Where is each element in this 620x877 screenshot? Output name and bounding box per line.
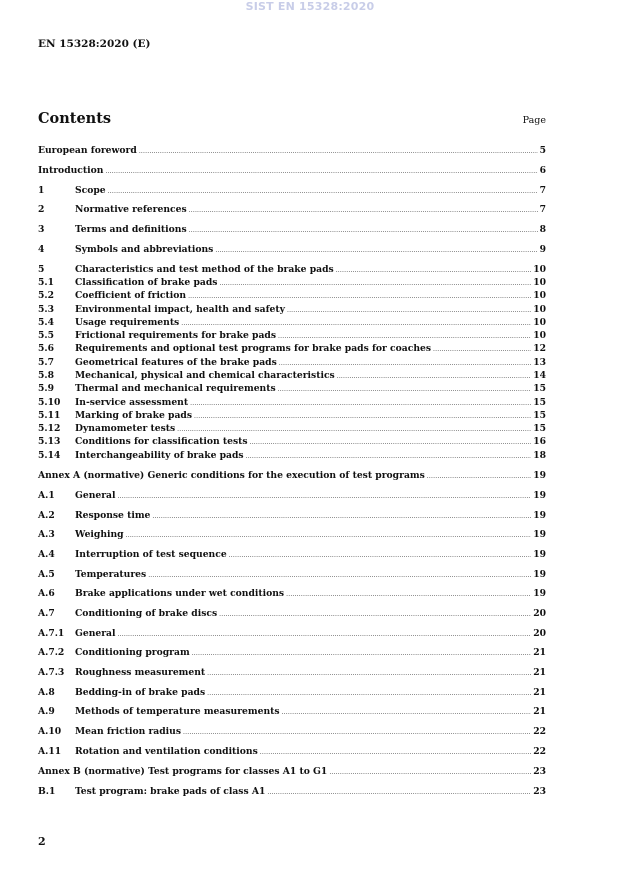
toc-entry-title: Terms and definitions <box>75 224 187 235</box>
leader-dots <box>192 648 532 660</box>
toc-entry-number: A.8 <box>38 687 55 698</box>
toc-entry-page: 13 <box>533 357 546 368</box>
toc-entry-number: A.5 <box>38 569 55 580</box>
leader-dots <box>286 589 531 601</box>
leader-dots <box>278 331 531 343</box>
toc-entry[interactable] <box>38 667 546 679</box>
toc-entry-title: Conditioning program <box>75 647 190 658</box>
toc-entry-number: 5.11 <box>38 410 61 421</box>
toc-entry[interactable] <box>38 410 546 422</box>
toc-entry-title: Mean friction radius <box>75 726 182 737</box>
toc-entry-title: Bedding-in of brake pads <box>75 687 206 698</box>
leader-dots <box>183 727 531 739</box>
leader-dots <box>118 629 532 641</box>
page-column-label: Page <box>522 115 546 126</box>
leader-dots <box>287 305 531 317</box>
toc-entry[interactable] <box>38 746 546 758</box>
leader-dots <box>219 278 531 290</box>
toc-entry-title: Interchangeability of brake pads <box>75 450 244 461</box>
leader-dots <box>148 570 531 582</box>
toc-entry[interactable] <box>38 608 546 620</box>
toc-entry-number: B.1 <box>38 786 56 797</box>
leader-dots <box>118 491 532 503</box>
leader-dots <box>194 411 531 423</box>
toc-entry[interactable] <box>38 264 546 276</box>
toc-entry-title: Frictional requirements for brake pads <box>75 330 277 341</box>
toc-entry-title: Temperatures <box>75 569 147 580</box>
toc-entry-number: 5.10 <box>38 397 61 408</box>
leader-dots <box>260 747 531 759</box>
contents-title: Contents <box>38 110 112 127</box>
toc-entry[interactable] <box>38 304 546 316</box>
toc-entry[interactable] <box>38 277 546 289</box>
toc-entry-number: A.10 <box>38 726 62 737</box>
toc-entry-number: 3 <box>38 224 45 235</box>
toc-entry-title: Marking of brake pads <box>75 410 193 421</box>
leader-dots <box>337 371 531 383</box>
toc-entry[interactable] <box>38 423 546 435</box>
toc-entry[interactable] <box>38 628 546 640</box>
toc-entry[interactable] <box>38 204 546 216</box>
toc-entry[interactable] <box>38 165 546 177</box>
toc-entry-page: 5 <box>539 145 546 156</box>
toc-entry-title: Rotation and ventilation conditions <box>75 746 258 757</box>
toc-entry[interactable] <box>38 687 546 699</box>
toc-entry-number: 5.7 <box>38 357 54 368</box>
toc-entry-title: General <box>75 628 116 639</box>
toc-entry-number: A.7 <box>38 608 55 619</box>
toc-entry-page: 10 <box>533 264 546 275</box>
toc-entry-page: 19 <box>533 549 546 560</box>
toc-entry-number: A.11 <box>38 746 62 757</box>
toc-entry-page: 21 <box>533 647 546 658</box>
toc-entry-number: 5.13 <box>38 436 61 447</box>
leader-dots <box>250 437 532 449</box>
toc-entry-page: 19 <box>533 510 546 521</box>
toc-entry-number: 5.2 <box>38 290 54 301</box>
leader-dots <box>177 424 531 436</box>
toc-entry-page: 16 <box>533 436 546 447</box>
toc-entry-page: 10 <box>533 277 546 288</box>
toc-entry-title: Usage requirements <box>75 317 180 328</box>
toc-entry[interactable] <box>38 290 546 302</box>
toc-entry-page: 23 <box>533 766 546 777</box>
toc-entry-title: Dynamometer tests <box>75 423 176 434</box>
toc-entry-title: Classification of brake pads <box>75 277 218 288</box>
toc-entry-title: Coefficient of friction <box>75 290 187 301</box>
toc-entry-page: 19 <box>533 529 546 540</box>
toc-entry-title: Conditioning of brake discs <box>75 608 218 619</box>
leader-dots <box>246 451 532 463</box>
toc-entry-number: 5.12 <box>38 423 61 434</box>
toc-entry[interactable] <box>38 317 546 329</box>
toc-entry-title: Conditions for classification tests <box>75 436 248 447</box>
toc-entry-title: Test program: brake pads of class A1 <box>75 786 266 797</box>
leader-dots <box>278 384 532 396</box>
toc-entry[interactable] <box>38 450 546 462</box>
leader-dots <box>207 688 531 700</box>
toc-entry[interactable] <box>38 185 546 197</box>
toc-entry-title: Roughness measurement <box>75 667 206 678</box>
toc-entry-page: 22 <box>533 726 546 737</box>
toc-entry-number: A.1 <box>38 490 55 501</box>
leader-dots <box>329 767 531 779</box>
leader-dots <box>279 358 531 370</box>
toc-entry-title: Scope <box>75 185 106 196</box>
toc-entry-number: A.9 <box>38 706 55 717</box>
leader-dots <box>126 530 532 542</box>
toc-entry-page: 8 <box>539 224 546 235</box>
leader-dots <box>267 787 531 799</box>
leader-dots <box>105 166 537 178</box>
leader-dots <box>108 186 538 198</box>
toc-entry-number: A.3 <box>38 529 55 540</box>
toc-entry-page: 19 <box>533 569 546 580</box>
toc-entry-page: 12 <box>533 343 546 354</box>
leader-dots <box>189 225 538 237</box>
toc-entry-number: 1 <box>38 185 45 196</box>
toc-entry-page: 15 <box>533 397 546 408</box>
toc-entry[interactable] <box>38 436 546 448</box>
toc-entry-number: 4 <box>38 244 45 255</box>
toc-entry-page: 15 <box>533 423 546 434</box>
toc-entry[interactable] <box>38 786 546 798</box>
toc-entry-number: 5.1 <box>38 277 54 288</box>
toc-entry-title: Normative references <box>75 204 187 215</box>
document-header: EN 15328:2020 (E) <box>38 38 151 50</box>
toc-entry-number: A.2 <box>38 510 55 521</box>
toc-entry[interactable] <box>38 330 546 342</box>
toc-entry[interactable] <box>38 145 546 157</box>
toc-entry-page: 7 <box>539 204 546 215</box>
toc-entry-number: 2 <box>38 204 45 215</box>
toc-entry-page: 6 <box>539 165 546 176</box>
toc-entry-page: 21 <box>533 667 546 678</box>
toc-entry-number: A.7.1 <box>38 628 65 639</box>
toc-entry[interactable] <box>38 529 546 541</box>
leader-dots <box>139 146 538 158</box>
toc-entry-page: 7 <box>539 185 546 196</box>
leader-dots <box>152 511 531 523</box>
toc-entry-page: 10 <box>533 330 546 341</box>
toc-entry-number: 5.14 <box>38 450 61 461</box>
toc-entry-page: 21 <box>533 706 546 717</box>
toc-entry[interactable] <box>38 343 546 355</box>
toc-entry[interactable] <box>38 244 546 256</box>
toc-entry-title: Response time <box>75 510 151 521</box>
toc-entry-page: 19 <box>533 470 546 481</box>
toc-entry-page: 14 <box>533 370 546 381</box>
toc-entry-page: 20 <box>533 628 546 639</box>
toc-entry-title: Interruption of test sequence <box>75 549 227 560</box>
toc-entry-title: Thermal and mechanical requirements <box>75 383 276 394</box>
toc-entry-number: 5.6 <box>38 343 54 354</box>
leader-dots <box>181 318 531 330</box>
toc-entry-title: Annex B (normative) Test programs for classes A1 to G1 <box>38 766 328 777</box>
toc-entry[interactable] <box>38 549 546 561</box>
toc-entry-title: Geometrical features of the brake pads <box>75 357 277 368</box>
toc-entry-number: 5.4 <box>38 317 54 328</box>
toc-entry-title: Characteristics and test method of the brake pads <box>75 264 334 275</box>
toc-entry-page: 19 <box>533 588 546 599</box>
toc-entry-page: 10 <box>533 304 546 315</box>
toc-entry-title: General <box>75 490 116 501</box>
toc-entry-title: Introduction <box>38 165 104 176</box>
leader-dots <box>215 245 537 257</box>
toc-entry[interactable] <box>38 370 546 382</box>
leader-dots <box>433 344 531 356</box>
leader-dots <box>188 291 531 303</box>
toc-entry-number: 5.5 <box>38 330 54 341</box>
toc-entry[interactable] <box>38 397 546 409</box>
leader-dots <box>189 205 538 217</box>
toc-entry-number: A.7.3 <box>38 667 65 678</box>
toc-entry-page: 21 <box>533 687 546 698</box>
toc-entry-title: Symbols and abbreviations <box>75 244 214 255</box>
toc-entry[interactable] <box>38 470 546 482</box>
leader-dots <box>336 265 532 277</box>
toc-entry-number: 5.8 <box>38 370 54 381</box>
toc-entry-title: Annex A (normative) Generic conditions for the execution of test programs <box>38 470 425 481</box>
toc-entry-number: 5.9 <box>38 383 54 394</box>
toc-entry[interactable] <box>38 647 546 659</box>
leader-dots <box>427 471 531 483</box>
toc-entry[interactable] <box>38 383 546 395</box>
toc-entry-number: 5.3 <box>38 304 54 315</box>
toc-entry[interactable] <box>38 766 546 778</box>
page-number: 2 <box>38 835 46 848</box>
toc-entry-number: 5 <box>38 264 45 275</box>
toc-entry[interactable] <box>38 510 546 522</box>
toc-entry-title: Requirements and optional test programs for brake pads for coaches <box>75 343 432 354</box>
toc-entry-number: A.7.2 <box>38 647 65 658</box>
leader-dots <box>190 398 531 410</box>
toc-entry-page: 19 <box>533 490 546 501</box>
toc-entry[interactable] <box>38 490 546 502</box>
toc-entry-page: 10 <box>533 317 546 328</box>
toc-entry-page: 9 <box>539 244 546 255</box>
leader-dots <box>282 707 532 719</box>
toc-entry-page: 15 <box>533 383 546 394</box>
toc-entry-title: Environmental impact, health and safety <box>75 304 285 315</box>
toc-entry-title: In-service assessment <box>75 397 189 408</box>
toc-entry[interactable] <box>38 706 546 718</box>
leader-dots <box>207 668 531 680</box>
toc-entry[interactable] <box>38 224 546 236</box>
toc-entry[interactable] <box>38 569 546 581</box>
toc-entry-page: 23 <box>533 786 546 797</box>
toc-entry-title: Methods of temperature measurements <box>75 706 280 717</box>
toc-entry-number: A.6 <box>38 588 55 599</box>
leader-dots <box>219 609 531 621</box>
watermark: SIST EN 15328:2020 <box>245 0 375 13</box>
leader-dots <box>229 550 532 562</box>
toc-entry-number: A.4 <box>38 549 55 560</box>
toc-entry-title: Mechanical, physical and chemical characteristics <box>75 370 335 381</box>
toc-entry-page: 15 <box>533 410 546 421</box>
toc-entry-page: 20 <box>533 608 546 619</box>
toc-entry-title: Brake applications under wet conditions <box>75 588 285 599</box>
toc-entry[interactable] <box>38 357 546 369</box>
toc-entry-page: 10 <box>533 290 546 301</box>
toc-entry-page: 18 <box>533 450 546 461</box>
toc-entry[interactable] <box>38 588 546 600</box>
toc-entry-title: Weighing <box>75 529 124 540</box>
toc-entry-title: European foreword <box>38 145 137 156</box>
toc-entry-page: 22 <box>533 746 546 757</box>
toc-entry[interactable] <box>38 726 546 738</box>
